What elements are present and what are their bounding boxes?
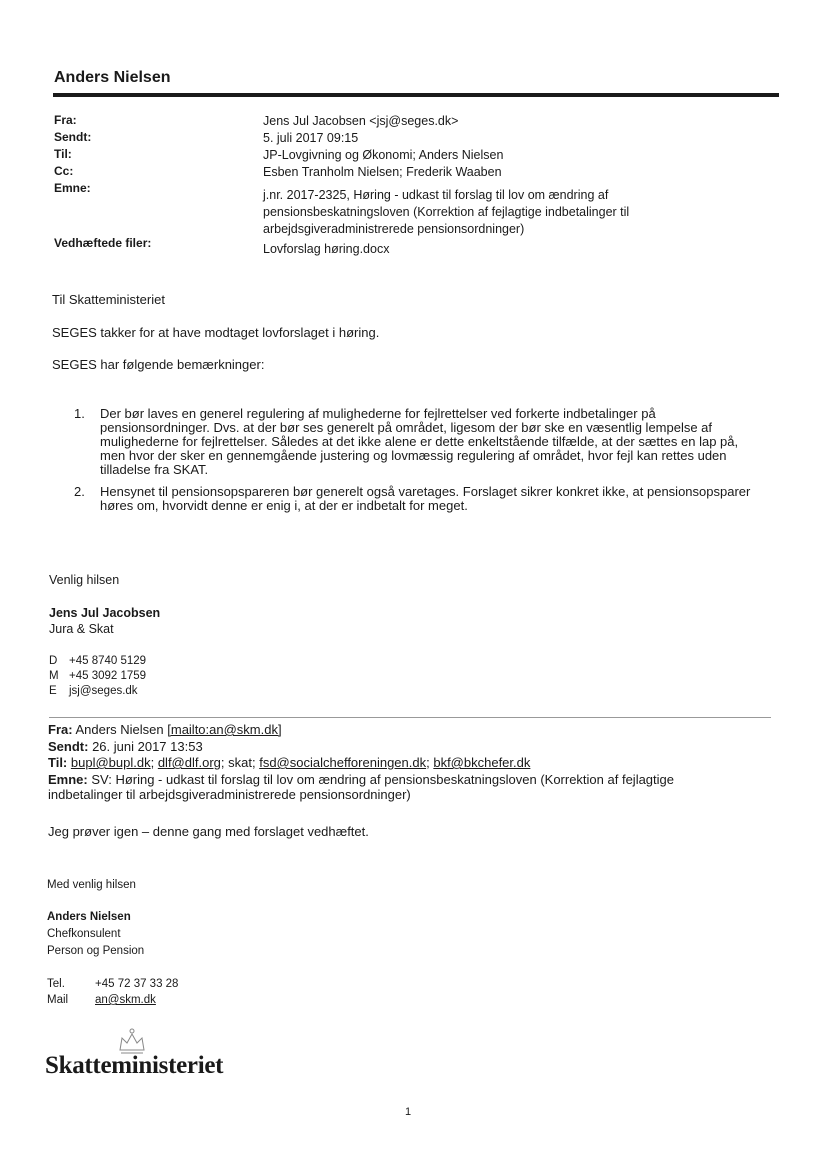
fwd-to-link[interactable]: bupl@bupl.dk <box>70 755 151 770</box>
fwd-sent-label: Sendt: <box>48 739 89 754</box>
forwarded-from <box>48 722 748 737</box>
forwarded-sent <box>48 739 748 754</box>
forwarded-subject <box>48 772 748 802</box>
fwd-mail-row <box>47 992 156 1009</box>
mobile-phone: +45 3092 1759 <box>69 670 147 682</box>
cc-value: Esben Tranholm Nielsen; Frederik Waaben <box>263 165 502 179</box>
list-text: Der bør laves en generel regulering af mulighederne for fejlrettelser ved forkerte indbetalinger på pensionsordninger. Dvs. at der bør ses generelt på området, ligesom der bør ske en væsentlig lempelse af mulighederne for fejlrettelser. Således at det ikke alene er dette enkeltstående tilfælde, at der sættes en lap på, men hvor der sker en gennemgående justering og lovmæssig regulering af området, hvor fejl kan rettes uden tilladelse fra SKAT. <box>100 406 739 477</box>
subject-value: j.nr. 2017-2325, Høring - udkast til forslag til lov om ændring af pensionsbeskatningsloven (Korrektion af fejlagtige indbetalinger til arbejdsgiveradministrerede pensionsordninger) <box>263 188 630 236</box>
fwd-from-name: Anders Nielsen <box>75 722 164 737</box>
greeting: Til Skatteministeriet <box>52 292 165 307</box>
tel-label: Tel. <box>47 978 65 990</box>
direct-label: D <box>49 655 58 667</box>
page-number: 1 <box>405 1106 412 1118</box>
list-number: 2. <box>74 484 85 499</box>
forwarded-to: Til: bupl@bupl.dk; dlf@dlf.org; skat; fsd@socialchefforeningen.dk; bkf@bkchefer.dk <box>48 755 531 770</box>
signature-department: Jura & Skat <box>49 622 114 636</box>
document-owner-name: Anders Nielsen <box>54 69 171 86</box>
cc-label: Cc: <box>54 164 74 178</box>
fwd-signature-title: Chefkonsulent <box>47 928 121 940</box>
subject-label: Emne: <box>54 181 91 195</box>
fwd-subject-label: Emne: <box>48 772 88 787</box>
fwd-sent-value: 26. juni 2017 13:53 <box>92 739 203 754</box>
from-value: Jens Jul Jacobsen <jsj@seges.dk> <box>263 114 459 128</box>
from-label: Fra: <box>54 113 77 127</box>
paragraph-thanks: SEGES takker for at have modtaget lovforslaget i høring. <box>52 325 380 340</box>
closing: Venlig hilsen <box>49 573 120 587</box>
forward-separator <box>49 717 771 718</box>
list-item <box>74 407 764 477</box>
ministry-logo: Skatteministeriet <box>45 1052 224 1079</box>
fwd-to-link[interactable]: bkf@bkchefer.dk <box>433 755 531 770</box>
list-item <box>74 485 764 513</box>
fwd-subject-value: SV: Høring - udkast til forslag til lov om ændring af pensionsbeskatningsloven (Korrektion af fejlagtige indbetalinger til arbejdsgiveradministrerede pensionsordninger) <box>48 772 674 802</box>
header-rule <box>53 93 779 97</box>
mail-label: Mail <box>47 994 69 1006</box>
fwd-closing: Med venlig hilsen <box>47 879 136 891</box>
fwd-to-text: skat <box>228 755 252 770</box>
list-number: 1. <box>74 406 85 421</box>
attachments-label: Vedhæftede filer: <box>54 236 152 250</box>
paragraph-remarks: SEGES har følgende bemærkninger: <box>52 357 265 372</box>
tel-value: +45 72 37 33 28 <box>95 978 179 990</box>
fwd-signature-name: Anders Nielsen <box>47 911 131 923</box>
fwd-from-label: Fra: <box>48 722 73 737</box>
sent-value: 5. juli 2017 09:15 <box>263 131 359 145</box>
mail-link[interactable]: an@skm.dk <box>95 994 156 1006</box>
mobile-label: M <box>49 670 59 682</box>
forwarded-message: Jeg prøver igen – denne gang med forslaget vedhæftet. <box>48 824 369 839</box>
direct-phone: +45 8740 5129 <box>69 655 147 667</box>
fwd-signature-department: Person og Pension <box>47 945 145 957</box>
list-text: Hensynet til pensionsopspareren bør generelt også varetages. Forslaget sikrer konkret ikke, at pensionsopsparer høres om, hvorvidt denne er enig i, at der er indbetalt for meget. <box>100 484 751 513</box>
email-label: E <box>49 685 57 697</box>
signature-contact <box>49 655 189 697</box>
fwd-to-label: Til: <box>48 755 68 770</box>
remarks-list <box>74 407 764 521</box>
fwd-tel-row <box>47 976 178 993</box>
attachment-link[interactable]: Lovforslag høring.docx <box>263 242 390 256</box>
sent-label: Sendt: <box>54 130 92 144</box>
fwd-to-link[interactable]: fsd@socialchefforeningen.dk <box>259 755 427 770</box>
fwd-to-link[interactable]: dlf@dlf.org <box>157 755 221 770</box>
signature-name: Jens Jul Jacobsen <box>49 606 161 620</box>
to-label: Til: <box>54 147 72 161</box>
signature-email[interactable]: jsj@seges.dk <box>69 685 138 697</box>
to-value: JP-Lovgivning og Økonomi; Anders Nielsen <box>263 148 504 162</box>
fwd-from-mailto-link[interactable]: [mailto:an@skm.dk] <box>167 722 282 737</box>
